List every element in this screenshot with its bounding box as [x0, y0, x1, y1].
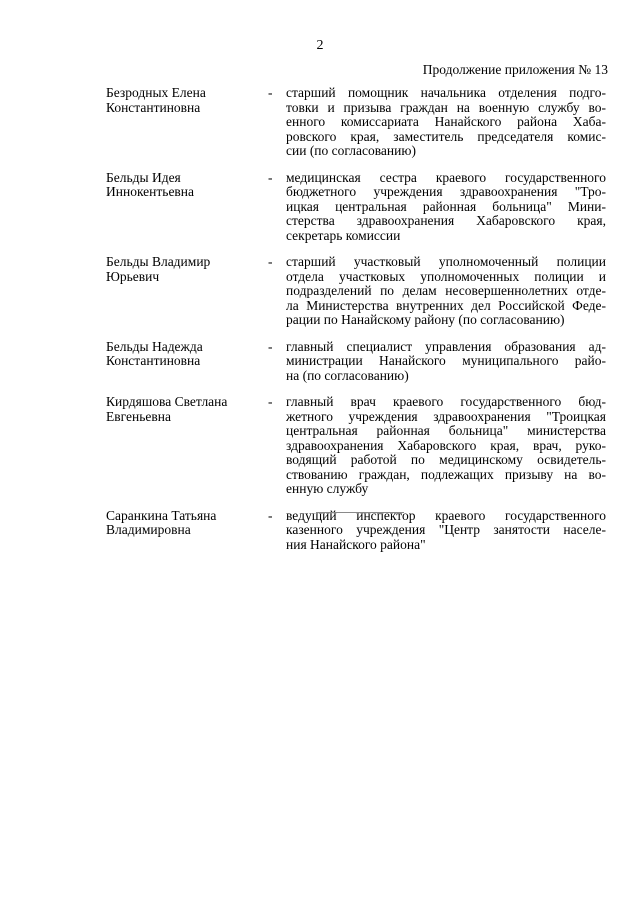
member-patronymic-line: Евгеньевна: [106, 408, 171, 424]
page-number: 2: [316, 38, 324, 53]
member-patronymic-line: Константиновна: [106, 99, 201, 115]
list-item: [106, 340, 606, 384]
position-line: ствованию граждан, подлежащих призыву на во-: [286, 466, 606, 482]
list-item: [106, 86, 606, 159]
position-line: на (по согласованию): [286, 367, 409, 383]
member-position: [286, 86, 606, 159]
position-line: центральная районная больница" министерства: [286, 423, 606, 438]
position-line: бюджетного учреждения здравоохранения "Тро-: [286, 184, 606, 199]
position-line: енного комиссариата Нанайского района Хаба-: [286, 114, 606, 129]
member-surname-line: Бельды Надежда: [106, 338, 203, 354]
position-line: отдела участковых уполномоченных полиции и: [286, 268, 606, 284]
position-line: министрации Нанайского муниципального райо-: [286, 353, 606, 368]
position-line: рации по Нанайскому району (по согласованию): [286, 312, 565, 327]
position-line: енную службу: [286, 481, 369, 496]
member-surname-line: Саранкина Татьяна: [106, 507, 217, 523]
list-item: [106, 509, 606, 553]
member-surname-line: Безродных Елена: [106, 85, 206, 100]
member-position: [286, 395, 606, 497]
position-line: сии (по согласованию): [286, 143, 416, 158]
dash-separator: -: [268, 169, 273, 185]
member-surname-line: Кирдяшова Светлана: [106, 394, 228, 409]
member-patronymic-line: Юрьевич: [106, 268, 160, 284]
position-line: ния Нанайского района": [286, 536, 426, 552]
dash-separator: -: [268, 338, 273, 354]
position-line: старший помощник начальника отделения подго-: [286, 85, 606, 100]
member-position: [286, 171, 606, 244]
end-of-list-divider: [316, 512, 404, 513]
member-name: [106, 171, 266, 200]
list-item: [106, 395, 606, 497]
position-line: подразделений по делам несовершеннолетних отде-: [286, 283, 606, 298]
member-name: [106, 86, 266, 115]
list-item: [106, 255, 606, 328]
dash-separator: -: [268, 507, 273, 523]
list-item: [106, 171, 606, 244]
member-patronymic-line: Константиновна: [106, 353, 201, 368]
dash-separator: -: [268, 394, 273, 409]
member-patronymic-line: Владимировна: [106, 522, 191, 537]
member-patronymic-line: Иннокентьевна: [106, 184, 195, 199]
member-surname-line: Бельды Владимир: [106, 254, 211, 269]
member-surname-line: Бельды Идея: [106, 169, 181, 185]
position-line: ведущий инспектор краевого государственного: [286, 507, 606, 523]
position-line: секретарь комиссии: [286, 227, 401, 243]
position-line: товки и призыва граждан на военную службу во-: [286, 99, 606, 115]
position-line: стерства здравоохранения Хабаровского края,: [286, 213, 606, 228]
position-line: жетного учреждения здравоохранения "Троицкая: [286, 408, 606, 424]
dash-separator: -: [268, 254, 273, 269]
commission-members-list: [106, 86, 606, 564]
member-name: [106, 509, 266, 538]
member-name: [106, 340, 266, 369]
position-line: старший участковый уполномоченный полиции: [286, 254, 606, 269]
position-line: главный врач краевого государственного бюд-: [286, 394, 606, 409]
appendix-continuation-label: Продолжение приложения № 13: [422, 62, 608, 77]
position-line: здравоохранения Хабаровского края, врач, руко-: [286, 437, 606, 453]
position-line: водящий работой по медицинскому освидетель-: [286, 452, 606, 467]
member-name: [106, 395, 266, 424]
member-position: [286, 509, 606, 553]
dash-separator: -: [268, 85, 273, 100]
position-line: главный специалист управления образования ад-: [286, 338, 606, 354]
position-line: ровского края, заместитель председателя комис-: [286, 128, 606, 144]
member-position: [286, 255, 606, 328]
position-line: ицкая центральная районная больница" Мини-: [286, 198, 606, 214]
member-name: [106, 255, 266, 284]
position-line: медицинская сестра краевого государственного: [286, 169, 606, 185]
position-line: казенного учреждения "Центр занятости населе-: [286, 522, 606, 537]
member-position: [286, 340, 606, 384]
position-line: ла Министерства внутренних дел Российской Феде-: [286, 297, 606, 313]
